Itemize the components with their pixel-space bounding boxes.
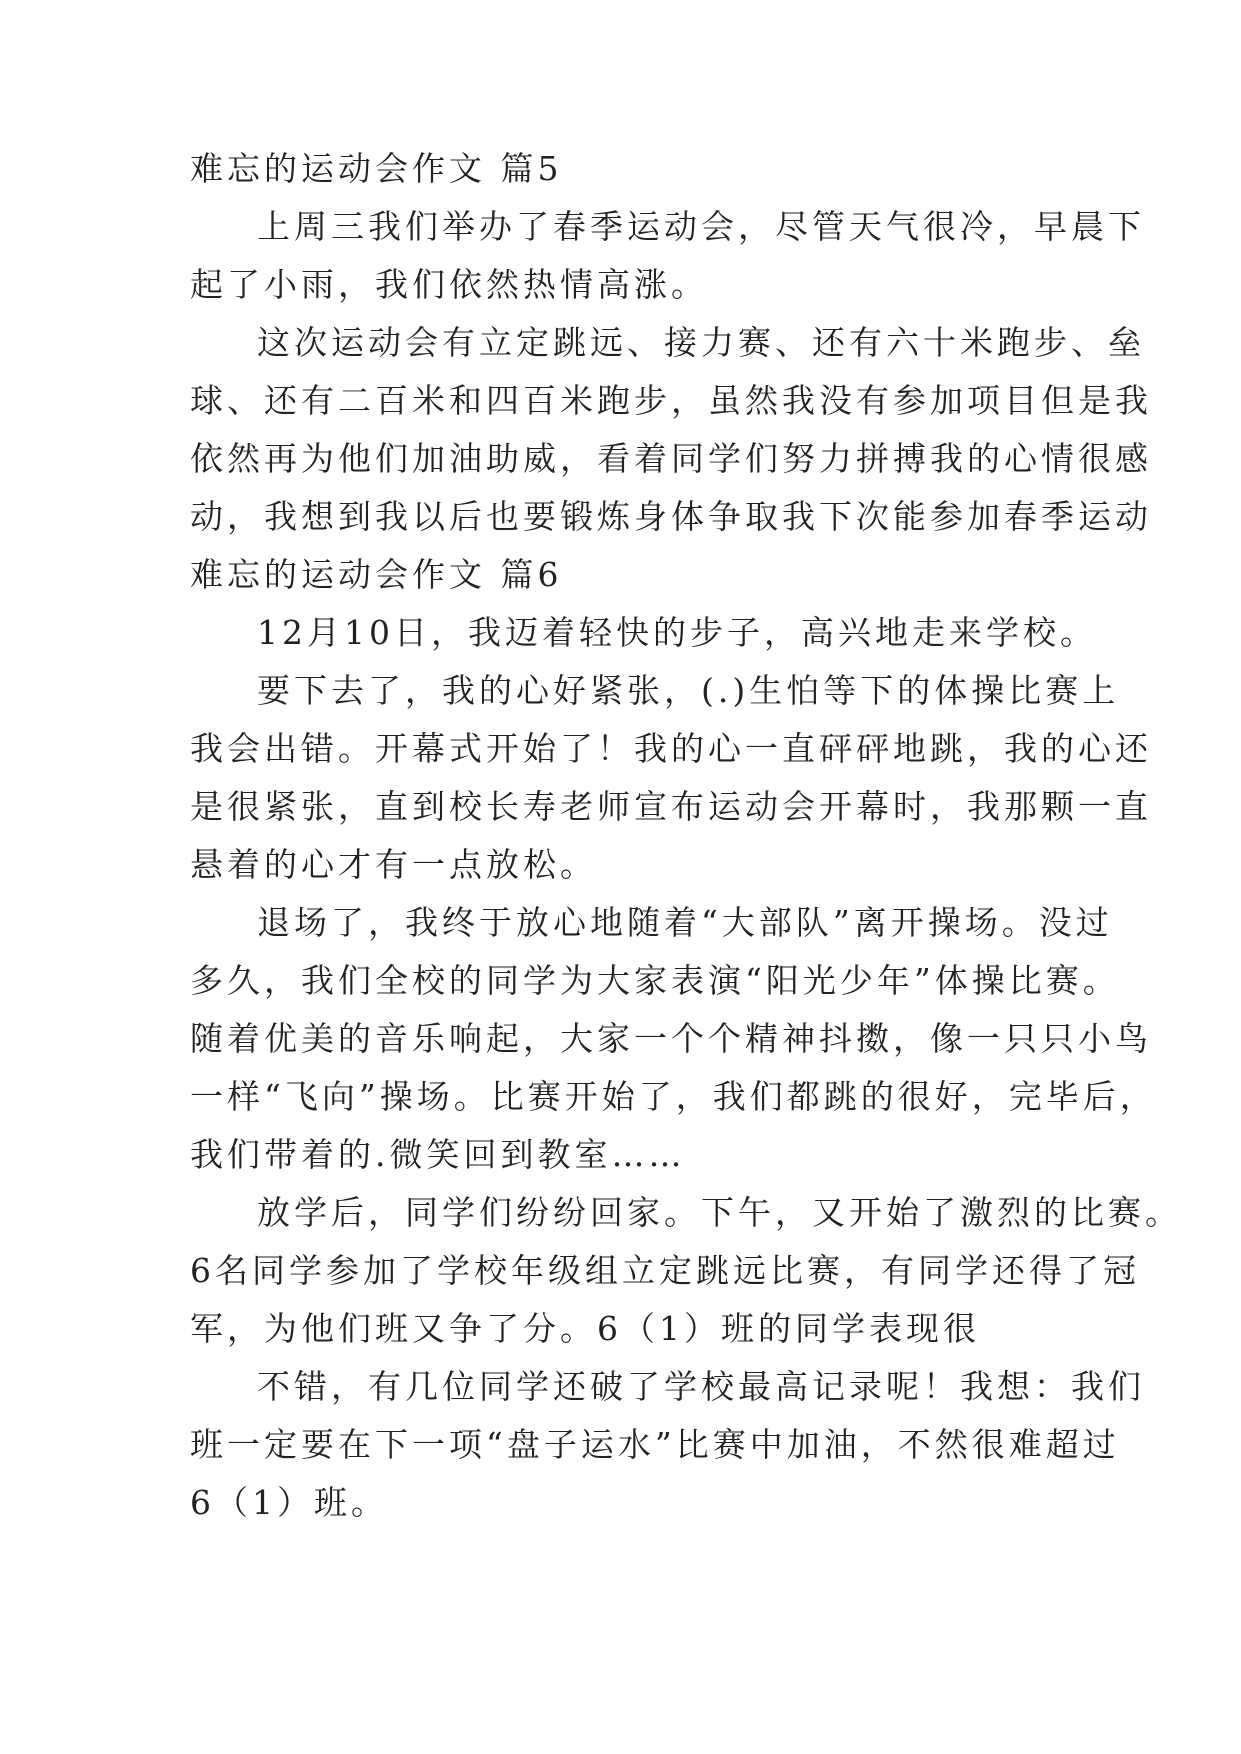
paragraph-line: 多久，我们全校的同学为大家表演“阳光少年”体操比赛。 bbox=[190, 961, 1120, 1000]
paragraph-line: 随着优美的音乐响起，大家一个个精神抖擞，像一只只小鸟 bbox=[190, 1019, 1152, 1058]
paragraph-line: 6名同学参加了学校年级组立定跳远比赛，有同学还得了冠 bbox=[190, 1251, 1140, 1290]
paragraph-line: 这次运动会有立定跳远、接力赛、还有六十米跑步、垒 bbox=[257, 323, 1145, 362]
paragraph-line: 悬着的心才有一点放松。 bbox=[190, 845, 597, 884]
paragraph-line: 12月10日，我迈着轻快的步子，高兴地走来学校。 bbox=[257, 613, 1097, 652]
paragraph-line: 退场了，我终于放心地随着“大部队”离开操场。没过 bbox=[257, 903, 1113, 942]
paragraph-line: 依然再为他们加油助威，看着同学们努力拼搏我的心情很感 bbox=[190, 439, 1152, 478]
section-heading: 难忘的运动会作文 篇6 bbox=[190, 555, 563, 594]
document-body bbox=[190, 140, 1182, 1532]
paragraph-line: 放学后，同学们纷纷回家。下午，又开始了激烈的比赛。 bbox=[257, 1193, 1182, 1232]
paragraph-line: 不错，有几位同学还破了学校最高记录呢！我想：我们 bbox=[257, 1367, 1145, 1406]
paragraph-line: 要下去了，我的心好紧张，(.)生怕等下的体操比赛上 bbox=[257, 671, 1120, 710]
paragraph-line: 是很紧张，直到校长寿老师宣布运动会开幕时，我那颗一直 bbox=[190, 787, 1152, 826]
paragraph-line: 6（1）班。 bbox=[190, 1483, 388, 1522]
paragraph-line: 起了小雨，我们依然热情高涨。 bbox=[190, 265, 708, 304]
paragraph-line: 动，我想到我以后也要锻炼身体争取我下次能参加春季运动 bbox=[190, 497, 1152, 536]
paragraph-line: 球、还有二百米和四百米跑步，虽然我没有参加项目但是我 bbox=[190, 381, 1152, 420]
paragraph-line: 我们带着的.微笑回到教室…… bbox=[190, 1135, 686, 1174]
paragraph-line: 一样“飞向”操场。比赛开始了，我们都跳的很好，完毕后， bbox=[190, 1077, 1157, 1116]
section-heading: 难忘的运动会作文 篇5 bbox=[190, 149, 563, 188]
paragraph-line: 军，为他们班又争了分。6（1）班的同学表现很 bbox=[190, 1309, 980, 1348]
paragraph-line: 上周三我们举办了春季运动会，尽管天气很冷，早晨下 bbox=[257, 207, 1145, 246]
paragraph-line: 我会出错。开幕式开始了！我的心一直砰砰地跳，我的心还 bbox=[190, 729, 1152, 768]
paragraph-line: 班一定要在下一项“盘子运水”比赛中加油，不然很难超过 bbox=[190, 1425, 1120, 1464]
